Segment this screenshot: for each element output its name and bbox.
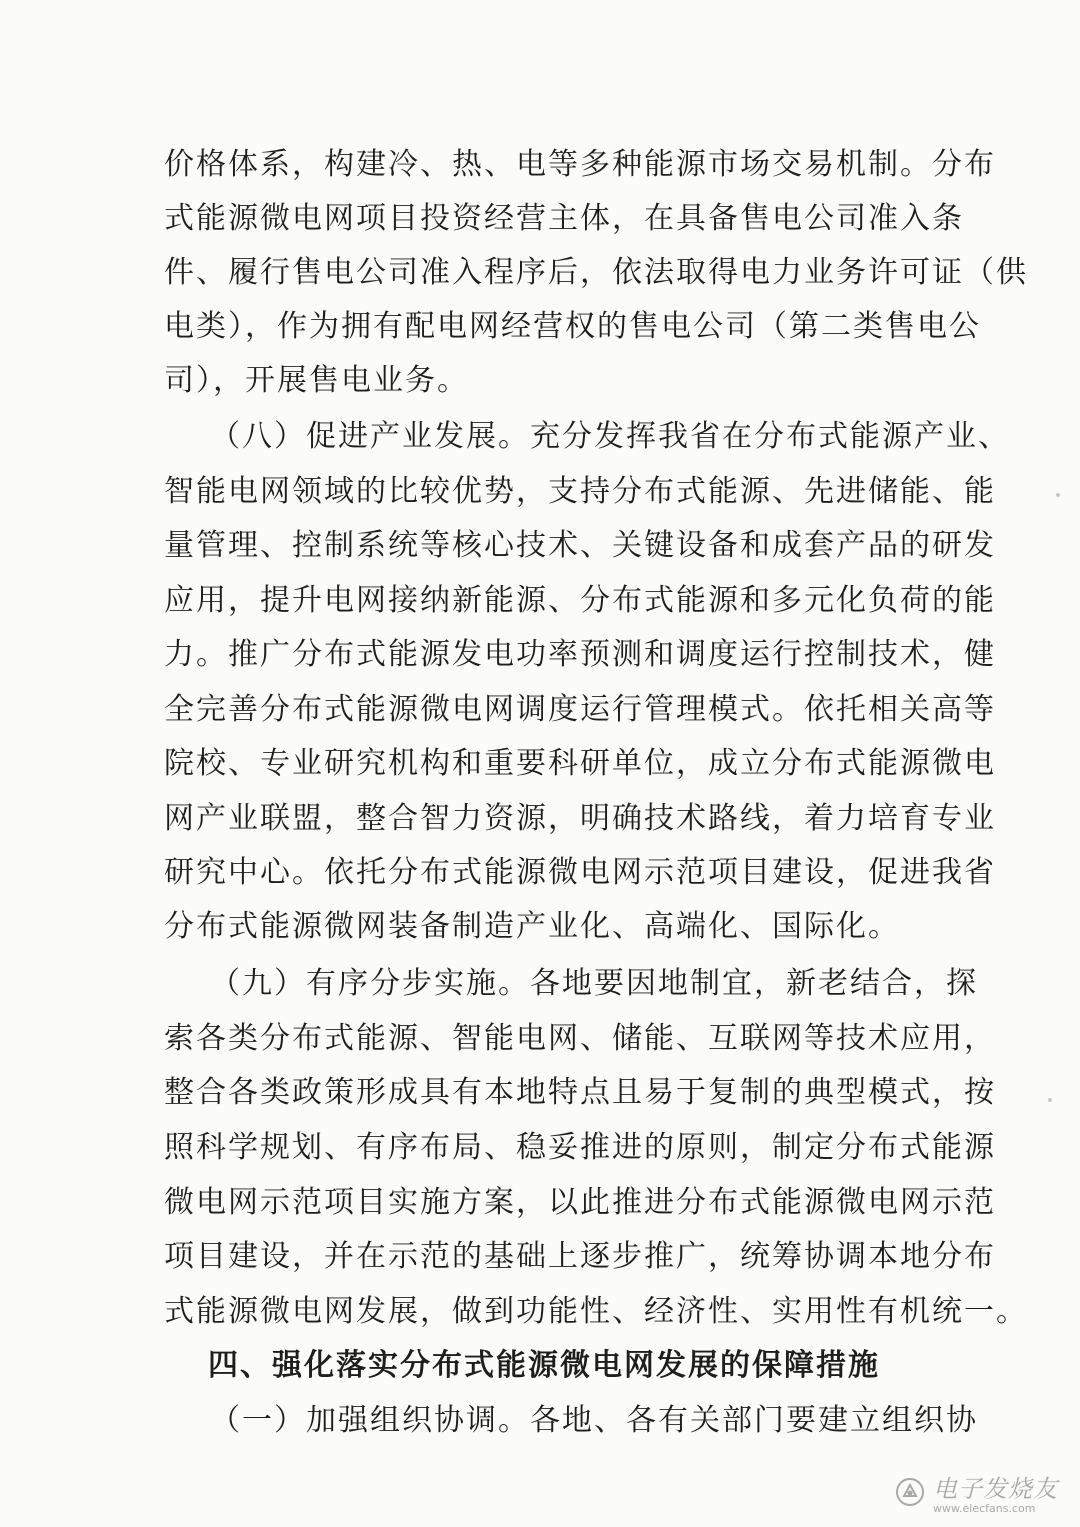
text-line: 式能源微电网项目投资经营主体，在具备售电公司准入条 bbox=[164, 201, 964, 236]
text-line: 整合各类政策形成具有本地特点且易于复制的典型模式，按 bbox=[164, 1075, 996, 1110]
text-line: 项目建设，并在示范的基础上逐步推广，统筹协调本地分布 bbox=[164, 1239, 996, 1274]
text-line: 网产业联盟，整合智力资源，明确技术路线，着力培育专业 bbox=[164, 801, 996, 836]
scan-speck bbox=[1056, 493, 1060, 497]
text-line: 力。推广分布式能源发电功率预测和调度运行控制技术，健 bbox=[164, 637, 996, 672]
text-line: 应用，提升电网接纳新能源、分布式能源和多元化负荷的能 bbox=[164, 583, 996, 618]
elecfans-logo-icon bbox=[895, 1477, 925, 1507]
text-line: 式能源微电网发展，做到功能性、经济性、实用性有机统一。 bbox=[164, 1294, 1028, 1329]
text-line: 微电网示范项目实施方案，以此推进分布式能源微电网示范 bbox=[164, 1185, 996, 1220]
chapter-heading: 四、强化落实分布式能源微电网发展的保障措施 bbox=[208, 1348, 880, 1383]
text-line: 件、履行售电公司准入程序后，依法取得电力业务许可证（供 bbox=[164, 255, 1028, 290]
section-heading-9: （九）有序分步实施。各地要因地制宜，新老结合，探 bbox=[210, 966, 978, 1001]
text-line: 司），开展售电业务。 bbox=[164, 363, 469, 398]
text-line: 量管理、控制系统等核心技术、关键设备和成套产品的研发 bbox=[164, 528, 996, 563]
text-line: 价格体系，构建冷、热、电等多种能源市场交易机制。分布 bbox=[164, 147, 996, 182]
text-line: 照科学规划、有序布局、稳妥推进的原则，制定分布式能源 bbox=[164, 1130, 996, 1165]
text-line: 研究中心。依托分布式能源微电网示范项目建设，促进我省 bbox=[164, 855, 996, 890]
section-heading-1: （一）加强组织协调。各地、各有关部门要建立组织协 bbox=[210, 1403, 978, 1438]
text-line: 全完善分布式能源微电网调度运行管理模式。依托相关高等 bbox=[164, 692, 996, 727]
watermark-url: www.elecfans.com bbox=[933, 1502, 1036, 1515]
text-line: 分布式能源微网装备制造产业化、高端化、国际化。 bbox=[164, 909, 900, 944]
watermark-cn: 电子发烧友 bbox=[933, 1475, 1058, 1503]
text-line: 院校、专业研究机构和重要科研单位，成立分布式能源微电 bbox=[164, 746, 996, 781]
watermark bbox=[895, 1469, 1058, 1515]
section-heading-8: （八）促进产业发展。充分发挥我省在分布式能源产业、 bbox=[210, 419, 1010, 454]
text-line: 索各类分布式能源、智能电网、储能、互联网等技术应用， bbox=[164, 1021, 996, 1056]
scan-speck bbox=[1048, 1098, 1052, 1102]
text-line: 电类），作为拥有配电网经营权的售电公司（第二类售电公 bbox=[164, 309, 981, 344]
text-line: 智能电网领域的比较优势，支持分布式能源、先进储能、能 bbox=[164, 474, 996, 509]
